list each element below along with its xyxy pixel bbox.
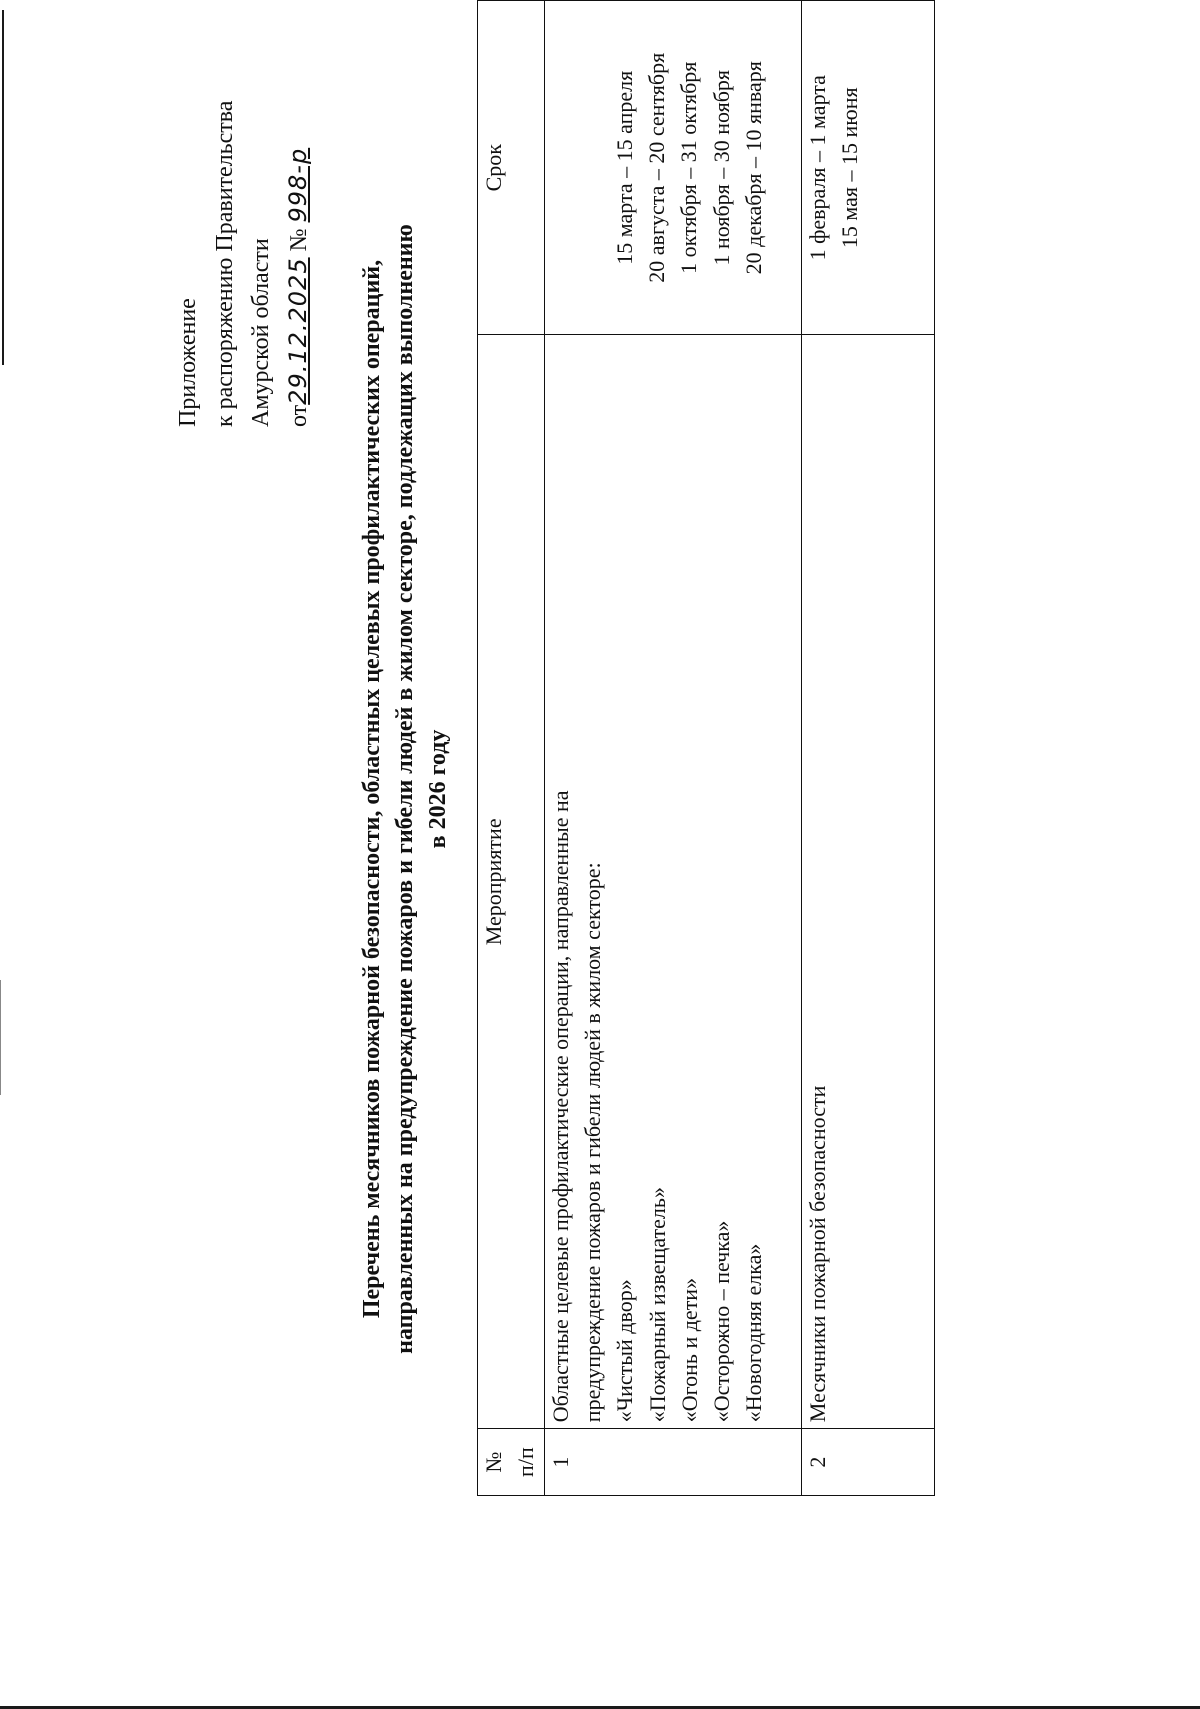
appendix-reference: к распоряжению Правительства — [211, 100, 238, 427]
event-cell: Месячники пожарной безопасности — [802, 335, 935, 1429]
document-heading — [356, 79, 455, 1499]
table-row — [802, 1, 935, 1496]
appendix-title: Приложение — [175, 298, 201, 427]
heading-line: Перечень месячников пожарной безопасности, областных целевых профилактических операций, — [359, 259, 385, 1319]
header-event: Мероприятие — [478, 335, 545, 1429]
events-table — [477, 0, 935, 1496]
appendix-date-number-line — [280, 101, 318, 427]
handwritten-date: 29.12.2025 — [283, 257, 312, 405]
header-term: Срок — [478, 1, 545, 335]
heading-line: в 2026 году — [425, 729, 451, 849]
term-cell: 1 февраля – 1 марта 15 мая – 15 июня — [802, 1, 935, 335]
header-number: № п/п — [478, 1429, 545, 1496]
row-number: 1 — [545, 1429, 802, 1496]
table-header-row — [478, 1, 545, 1496]
appendix-block — [170, 101, 317, 427]
event-cell: Областные целевые профилактические операции, направленные на предупреждение пожаров и гибели людей в жилом секторе: «Чистый двор» «Пожарный извещатель» «Огонь и дети» «Осторожно – печка» «Новогодняя елка» — [545, 335, 802, 1429]
number-label: № — [285, 228, 312, 252]
table-row — [545, 1, 802, 1496]
handwritten-number: 998-р — [283, 147, 312, 223]
heading-line: направленных на предупреждение пожаров и гибели людей в жилом секторе, подлежащих выполнению — [392, 224, 418, 1354]
term-cell: 15 марта – 15 апреля 20 августа – 20 сентября 1 октября – 31 октября 1 ноября – 30 ноября 20 декабря – 10 января — [545, 1, 802, 335]
appendix-region: Амурской области — [248, 238, 274, 427]
row-number: 2 — [802, 1429, 935, 1496]
from-label: от — [285, 404, 312, 427]
